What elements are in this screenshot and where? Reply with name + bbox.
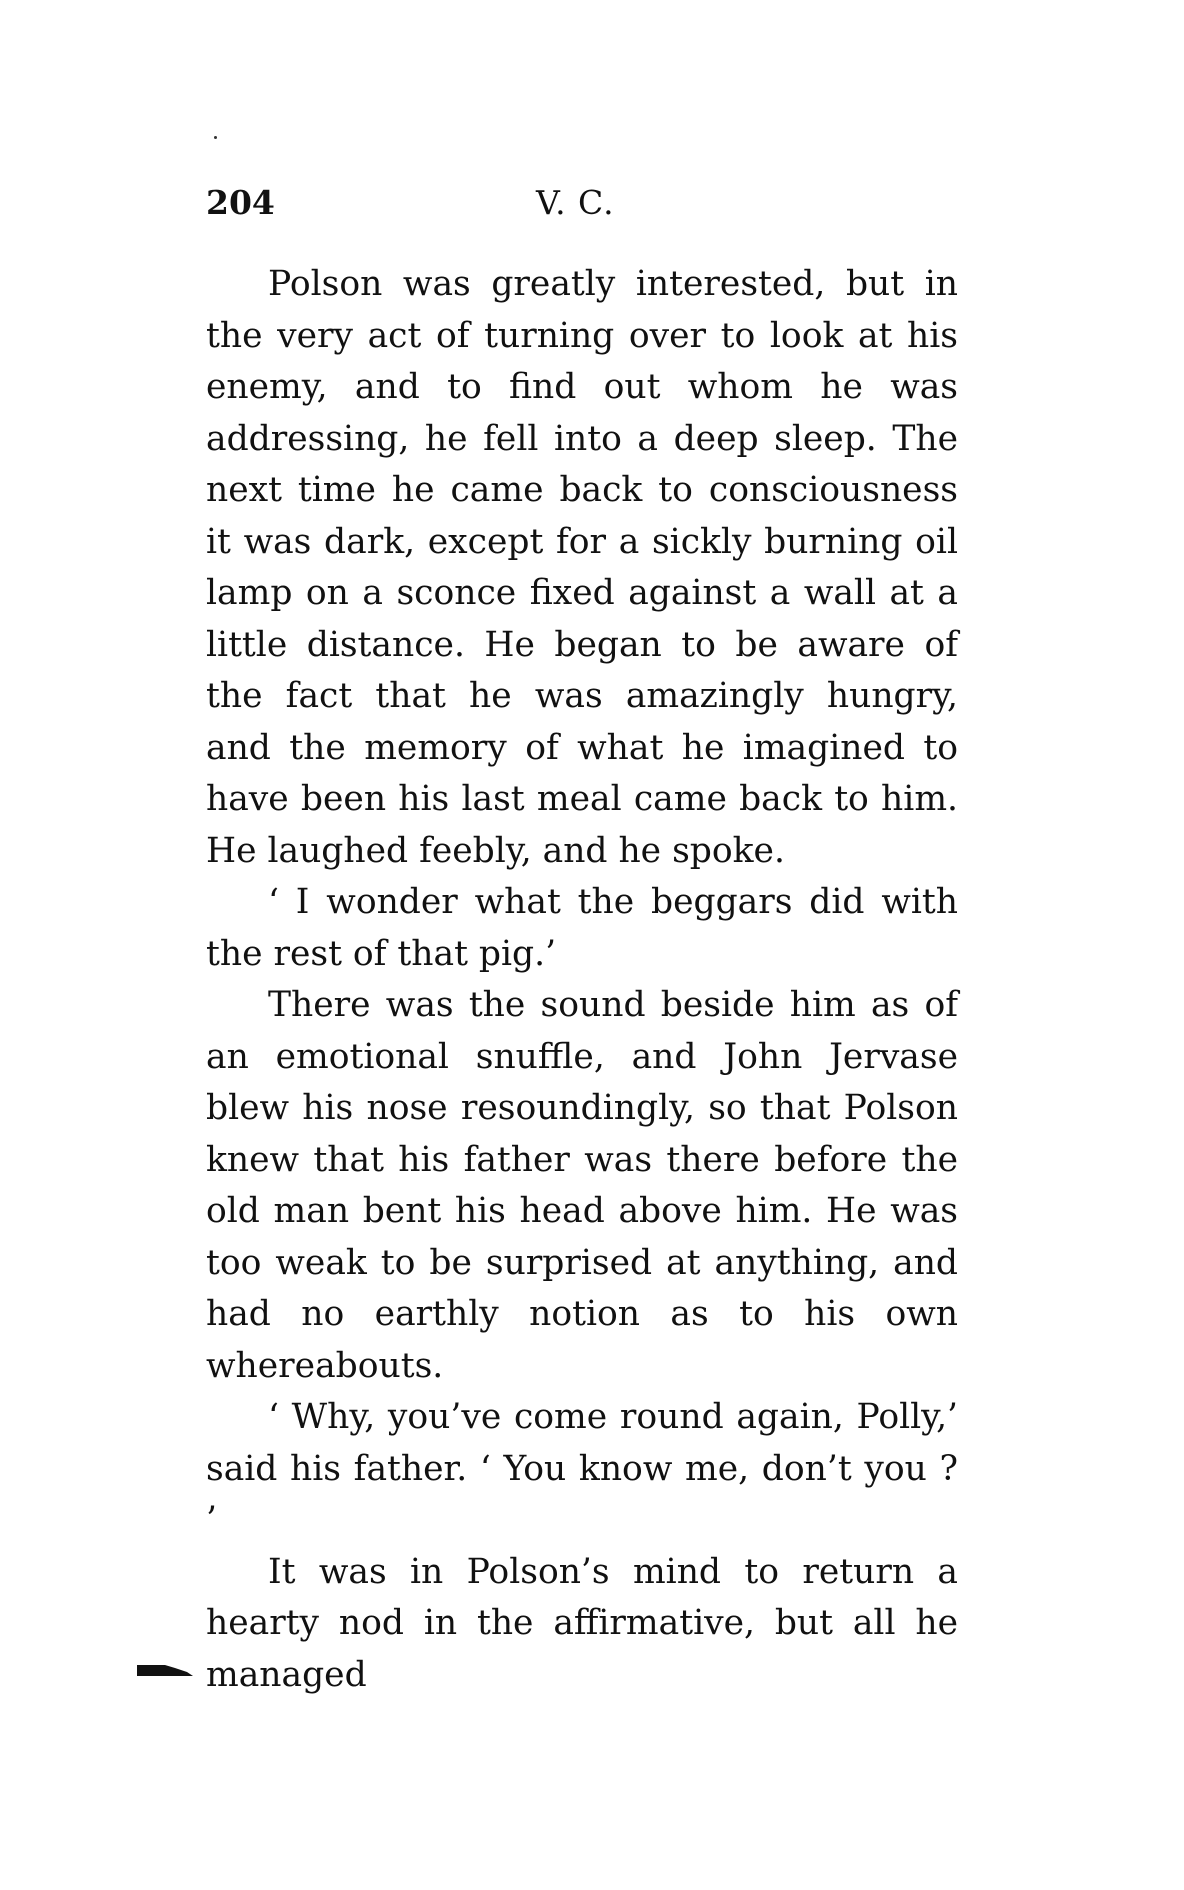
page-number: 204 bbox=[206, 183, 275, 222]
ink-speck bbox=[214, 136, 217, 139]
scan-mark-icon bbox=[135, 1662, 195, 1678]
paragraph: It was in Polson’s mind to return a hearty nod in the affirmative, but all he managed bbox=[206, 1551, 958, 1695]
page-header bbox=[206, 178, 958, 228]
paragraph: ‘ I wonder what the beggars did with the rest of that pig.’ bbox=[206, 882, 958, 974]
running-head: V. C. bbox=[536, 183, 615, 222]
paragraph: Polson was greatly interested, but in the very act of turning over to look at his enemy, and to find out whom he was addressing, he fell into a deep sleep. The next time he came back to consciousness it was dark, except for a sickly burning oil lamp on a sconce fixed against a wall at a little distance. He began to be aware of the fact that he was amazingly hungry, and the memory of what he imagined to have been his last meal came back to him. He laughed feebly, and he spoke. bbox=[206, 264, 958, 871]
paragraph: ‘ Why, you’ve come round again, Polly,’ said his father. ‘ You know me, don’t you ? ’ bbox=[206, 1397, 958, 1540]
paragraph: There was the sound beside him as of an emotional snuffle, and John Jervase blew his nose resoundingly, so that Polson knew that his father was there before the old man bent his head above him. He was too weak to be surprised at anything, and had no earthly notion as to his own whereabouts. bbox=[206, 985, 958, 1386]
body-text bbox=[206, 259, 958, 1701]
